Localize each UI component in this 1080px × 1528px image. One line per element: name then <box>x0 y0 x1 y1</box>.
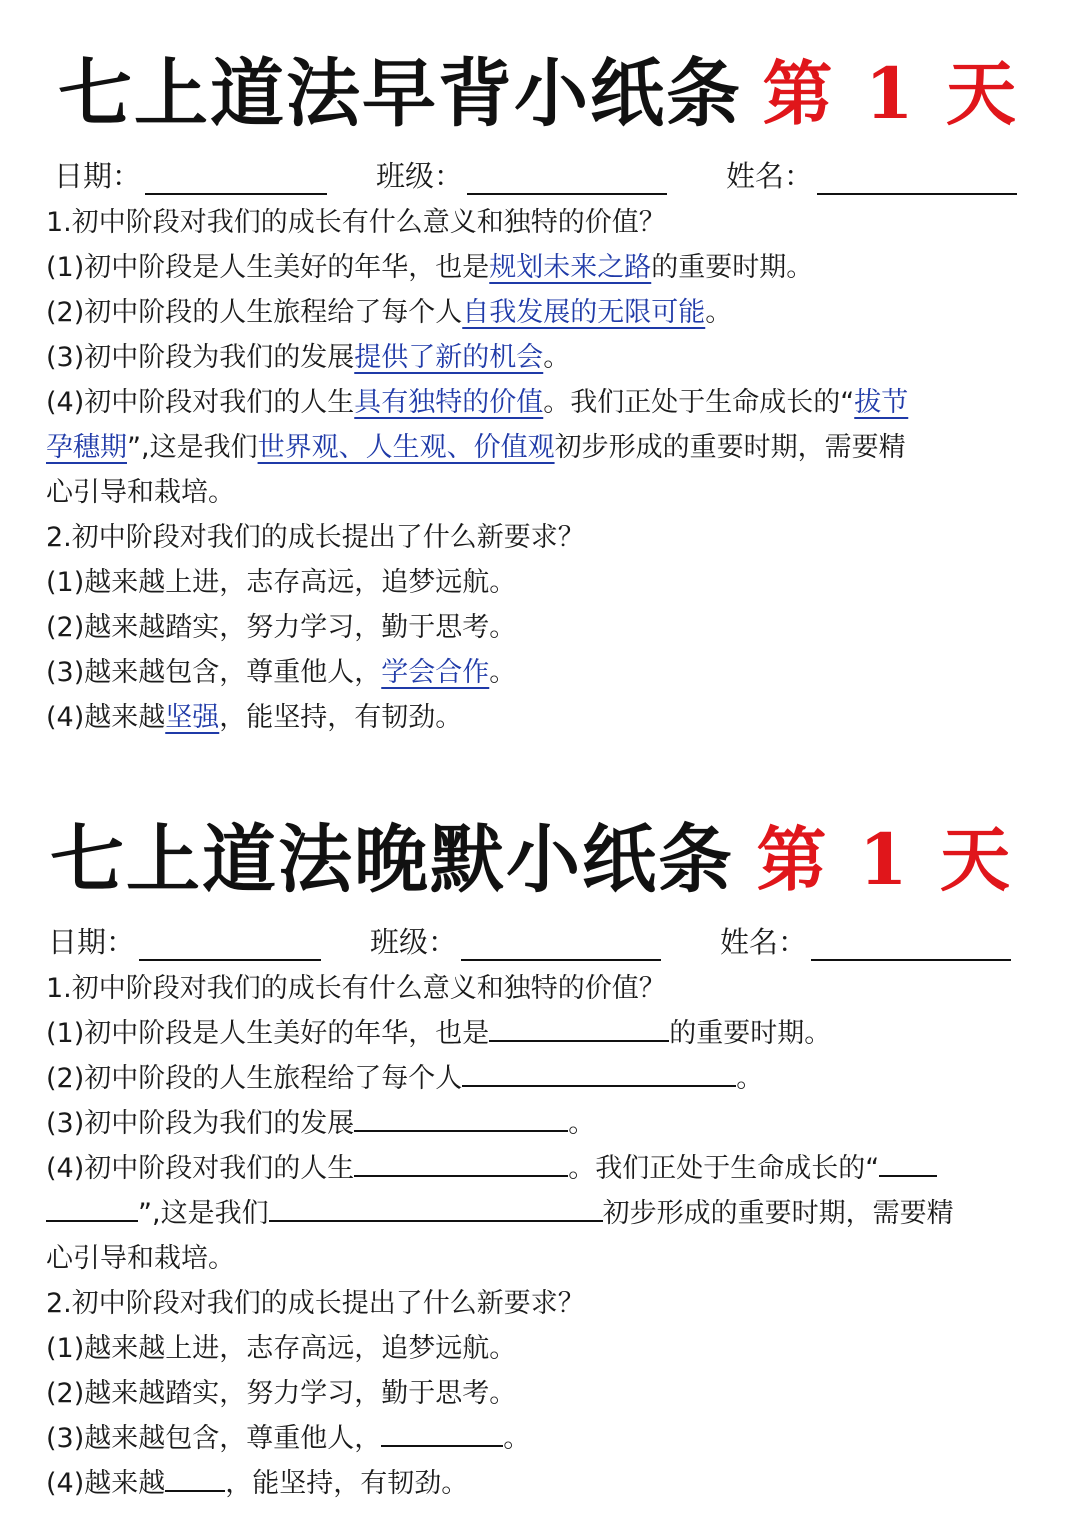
answer-highlight: 自我发展的无限可能 <box>462 297 706 328</box>
answer-1-4-tail: 心引导和栽培。 <box>46 477 235 508</box>
fill-blank[interactable] <box>165 1464 225 1492</box>
answer-1-3: (3)初中阶段为我们的发展提供了新的机会。 <box>46 342 571 373</box>
blank-2-1: (1)越来越上进，志存高远，追梦远航。 <box>46 1333 517 1364</box>
morning-class-field[interactable] <box>376 154 667 195</box>
evening-info-row <box>0 910 1080 966</box>
blank-1-1: (1)初中阶段是人生美好的年华，也是 的重要时期。 <box>46 1011 1034 1056</box>
question-2: 2.初中阶段对我们的成长提出了什么新要求？ <box>46 522 585 553</box>
name-blank[interactable] <box>811 929 1011 961</box>
answer-highlight: 规划未来之路 <box>489 252 652 283</box>
answer-1-2: (2)初中阶段的人生旅程给了每个人自我发展的无限可能。 <box>46 297 733 328</box>
blank-1-4-cont: ”,这是我们 初步形成的重要时期，需要精 <box>46 1191 1034 1236</box>
answer-2-4: (4)越来越坚强，能坚持，有韧劲。 <box>46 702 463 733</box>
morning-date-field[interactable] <box>54 154 327 195</box>
evening-name-field[interactable] <box>720 920 1011 961</box>
date-label: 日期： <box>48 925 136 959</box>
morning-name-field[interactable] <box>726 154 1017 195</box>
fill-blank[interactable] <box>879 1149 937 1177</box>
fill-blank[interactable] <box>269 1194 603 1222</box>
morning-content <box>0 200 1080 740</box>
answer-highlight: 孕穗期 <box>46 432 127 463</box>
evening-day-label: 第 1 天 <box>756 818 1014 901</box>
blank-2-2: (2)越来越踏实，努力学习，勤于思考。 <box>46 1378 517 1409</box>
name-label: 姓名： <box>726 159 814 193</box>
answer-highlight: 世界观、人生观、价值观 <box>257 432 555 463</box>
blank-1-4: (4)初中阶段对我们的人生 。我们正处于生命成长的“ <box>46 1146 1034 1191</box>
evening-title: 七上道法晚默小纸条 <box>50 817 734 903</box>
answer-highlight: 拔节 <box>854 387 909 418</box>
morning-day-label: 第 1 天 <box>762 52 1020 135</box>
morning-sheet <box>0 44 1080 740</box>
answer-2-2: (2)越来越踏实，努力学习，勤于思考。 <box>46 612 517 643</box>
evening-content <box>0 966 1080 1506</box>
blank-1-3: (3)初中阶段为我们的发展 。 <box>46 1101 1034 1146</box>
date-label: 日期： <box>54 159 142 193</box>
question-2: 2.初中阶段对我们的成长提出了什么新要求？ <box>46 1288 585 1319</box>
class-label: 班级： <box>370 925 458 959</box>
fill-blank[interactable] <box>381 1419 503 1447</box>
evening-title-row <box>0 810 1080 910</box>
date-blank[interactable] <box>145 163 327 195</box>
answer-2-3: (3)越来越包含，尊重他人，学会合作。 <box>46 657 517 688</box>
fill-blank[interactable] <box>354 1149 568 1177</box>
class-blank[interactable] <box>461 929 661 961</box>
answer-1-1: (1)初中阶段是人生美好的年华，也是规划未来之路的重要时期。 <box>46 252 814 283</box>
answer-1-4-cont: 孕穗期”,这是我们世界观、人生观、价值观初步形成的重要时期，需要精 <box>46 432 906 463</box>
fill-blank[interactable] <box>46 1194 138 1222</box>
morning-title: 七上道法早背小纸条 <box>58 51 742 137</box>
fill-blank[interactable] <box>462 1059 736 1087</box>
class-blank[interactable] <box>467 163 667 195</box>
answer-2-1: (1)越来越上进，志存高远，追梦远航。 <box>46 567 517 598</box>
blank-2-3: (3)越来越包含，尊重他人， 。 <box>46 1416 1034 1461</box>
date-blank[interactable] <box>139 929 321 961</box>
blank-1-2: (2)初中阶段的人生旅程给了每个人 。 <box>46 1056 1034 1101</box>
fill-blank[interactable] <box>354 1104 568 1132</box>
answer-highlight: 学会合作 <box>381 657 490 688</box>
answer-highlight: 坚强 <box>165 702 220 733</box>
morning-info-row <box>0 144 1080 200</box>
class-label: 班级： <box>376 159 464 193</box>
question-1: 1.初中阶段对我们的成长有什么意义和独特的价值？ <box>46 207 666 238</box>
blank-1-4-tail: 心引导和栽培。 <box>46 1243 235 1274</box>
answer-highlight: 提供了新的机会 <box>354 342 544 373</box>
answer-1-4: (4)初中阶段对我们的人生具有独特的价值。我们正处于生命成长的“拔节 <box>46 387 909 418</box>
name-label: 姓名： <box>720 925 808 959</box>
fill-blank[interactable] <box>489 1014 669 1042</box>
evening-class-field[interactable] <box>370 920 661 961</box>
name-blank[interactable] <box>817 163 1017 195</box>
blank-2-4: (4)越来越 ，能坚持，有韧劲。 <box>46 1461 1034 1506</box>
evening-date-field[interactable] <box>48 920 321 961</box>
morning-title-row <box>0 44 1080 144</box>
evening-sheet <box>0 810 1080 1506</box>
answer-highlight: 具有独特的价值 <box>354 387 544 418</box>
question-1: 1.初中阶段对我们的成长有什么意义和独特的价值？ <box>46 973 666 1004</box>
